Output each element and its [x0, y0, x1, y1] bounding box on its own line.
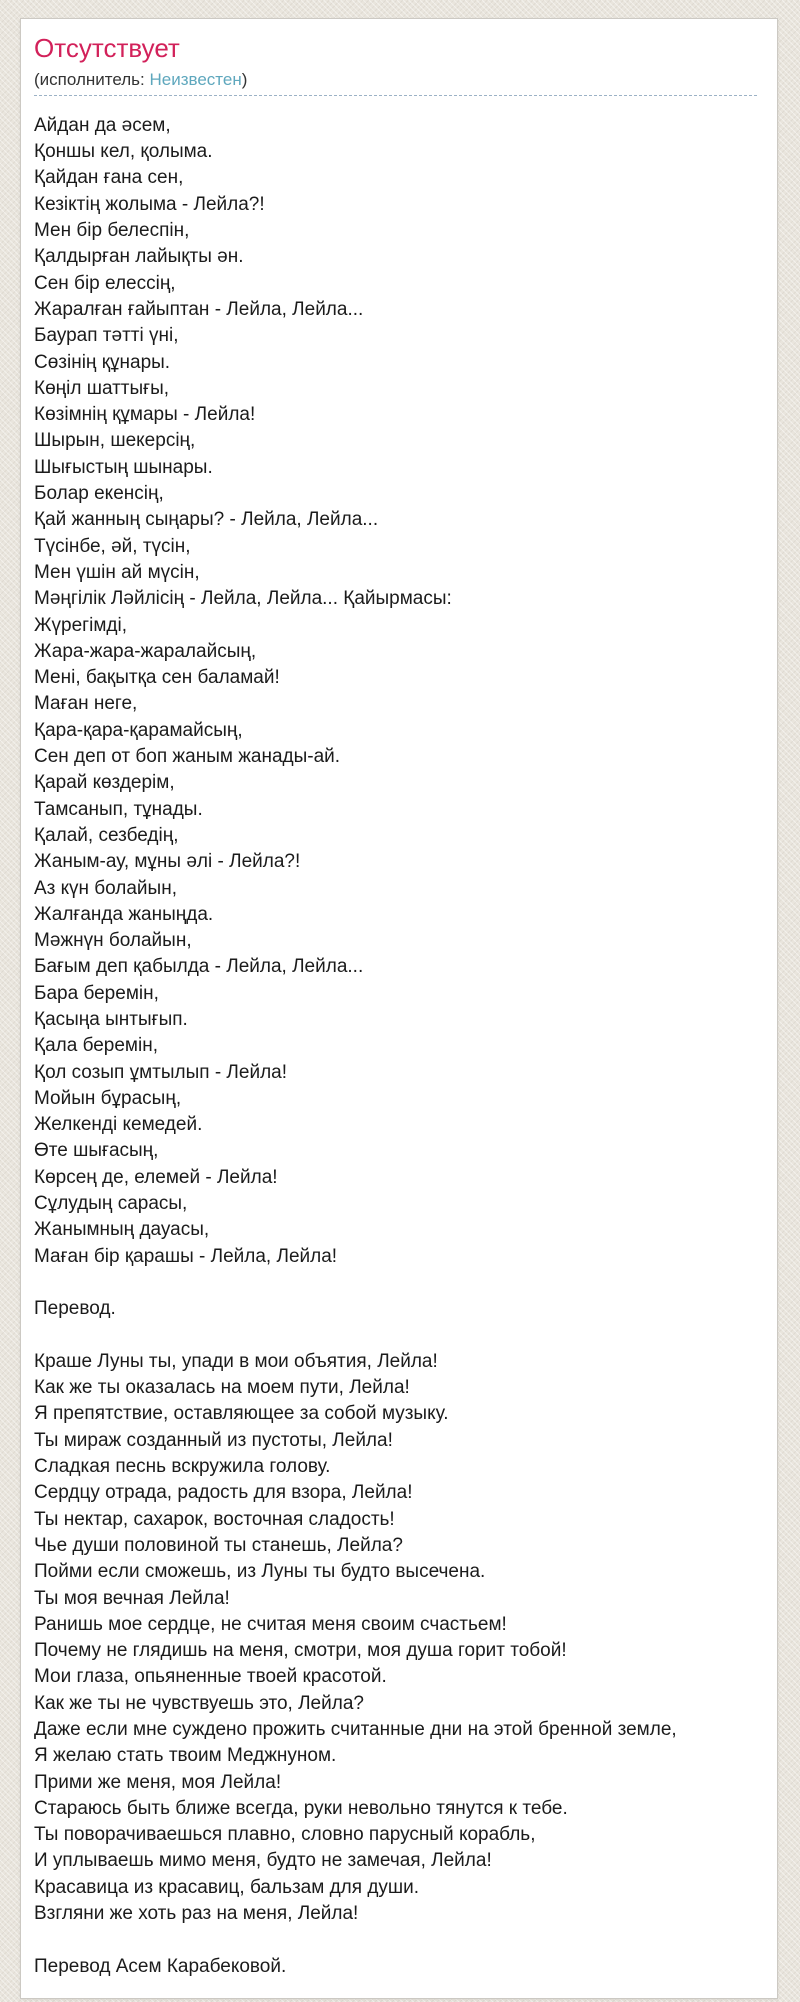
lyrics-line: Қарай көздерім, [34, 772, 175, 794]
lyrics-line: Шырын, шекерсің, [34, 430, 196, 452]
lyrics-line: Мен бір белеспін, [34, 220, 190, 242]
translation-credit: Перевод Асем Карабековой. [34, 1955, 287, 1977]
translation-line: Сердцу отрада, радость для взора, Лейла! [34, 1482, 413, 1504]
lyrics-line: Мені, бақытқа сен баламай! [34, 667, 280, 689]
translation-line: Ты моя вечная Лейла! [34, 1587, 230, 1609]
lyrics-line: Баурап тәтті үні, [34, 325, 179, 347]
translation-line: Стараюсь быть ближе всегда, руки невольно тянутся к тебе. [34, 1797, 568, 1819]
lyrics-card [20, 18, 778, 1999]
lyrics-line: Айдан да әсем, [34, 114, 171, 136]
lyrics-line: Сөзінің құнары. [34, 351, 171, 373]
lyrics-line: Қара-қара-қарамайсың, [34, 719, 243, 741]
translation-line: Как же ты оказалась на моем пути, Лейла! [34, 1377, 410, 1399]
lyrics-line: Қасыңа ынтығып. [34, 1008, 188, 1030]
song-title: Отсутствует [34, 33, 180, 63]
translation-line: Чье души половиной ты станешь, Лейла? [34, 1534, 403, 1556]
lyrics-line: Көңіл шаттығы, [34, 377, 170, 399]
lyrics-line: Қала беремін, [34, 1035, 158, 1057]
lyrics-line: Жаралған ғайыптан - Лейла, Лейла... [34, 298, 364, 320]
translation-line: Ранишь мое сердце, не считая меня своим счастьем! [34, 1613, 507, 1635]
translation-line: Я желаю стать твоим Меджнуном. [34, 1745, 337, 1767]
artist-label-suffix: ) [241, 69, 248, 89]
translation-line: Краше Луны ты, упади в мои объятия, Лейла! [34, 1350, 438, 1372]
lyrics-line: Шығыстың шынары. [34, 456, 213, 478]
translation-heading: Перевод. [34, 1298, 116, 1320]
lyrics-line: Жүрегімді, [34, 614, 127, 636]
lyrics-line: Сен деп от боп жаным жанады-ай. [34, 746, 341, 768]
lyrics-line: Қалай, сезбедің, [34, 824, 179, 846]
lyrics-text [34, 113, 757, 1980]
translation-line: Мои глаза, опьяненные твоей красотой. [34, 1666, 387, 1688]
russian-translation-block [34, 1349, 757, 1928]
lyrics-line: Қайдан ғана сен, [34, 167, 184, 189]
translation-line: Взгляни же хоть раз на меня, Лейла! [34, 1903, 359, 1925]
lyrics-line: Қалдырған лайықты ән. [34, 246, 244, 268]
lyrics-line: Бағым деп қабылда - Лейла, Лейла... [34, 956, 364, 978]
lyrics-line: Жанымның дауасы, [34, 1219, 210, 1241]
lyrics-line: Мәңгілік Ләйлісің - Лейла, Лейла... Қайырмасы: [34, 588, 452, 610]
lyrics-line: Мәжнүн болайын, [34, 930, 192, 952]
translation-line: Красавица из красавиц, бальзам для души. [34, 1876, 420, 1898]
translation-line: Ты поворачиваешься плавно, словно парусный корабль, [34, 1824, 536, 1846]
kazakh-lyrics-block [34, 113, 757, 1270]
lyrics-line: Жаным-ау, мұны әлі - Лейла?! [34, 851, 301, 873]
translation-line: Как же ты не чувствуешь это, Лейла? [34, 1692, 364, 1714]
translation-line: И уплываешь мимо меня, будто не замечая, Лейла! [34, 1850, 492, 1872]
lyrics-line: Түсінбе, әй, түсін, [34, 535, 191, 557]
lyrics-line: Маған неге, [34, 693, 138, 715]
translation-line: Пойми если сможешь, из Луны ты будто высечена. [34, 1561, 486, 1583]
lyrics-line: Тамсанып, тұнады. [34, 798, 203, 820]
lyrics-line: Қоншы кел, қолыма. [34, 141, 213, 163]
translation-line: Почему не глядишь на меня, смотри, моя душа горит тобой! [34, 1640, 567, 1662]
lyrics-line: Мен үшін ай мүсін, [34, 561, 200, 583]
lyrics-line: Кезіктің жолыма - Лейла?! [34, 193, 265, 215]
translation-line: Даже если мне суждено прожить считанные дни на этой бренной земле, [34, 1719, 677, 1740]
lyrics-line: Өте шығасың, [34, 1140, 159, 1162]
lyrics-line: Жара-жара-жаралайсың, [34, 640, 257, 662]
lyrics-line: Қол созып ұмтылып - Лейла! [34, 1061, 288, 1083]
artist-line [34, 70, 757, 96]
translation-line: Сладкая песнь вскружила голову. [34, 1456, 331, 1478]
lyrics-line: Көрсең де, елемей - Лейла! [34, 1166, 278, 1188]
lyrics-line: Бара беремін, [34, 982, 159, 1004]
artist-link[interactable]: Неизвестен [149, 69, 242, 89]
translation-line: Я препятствие, оставляющее за собой музыку. [34, 1403, 449, 1425]
lyrics-line: Көзімнің құмары - Лейла! [34, 404, 256, 426]
lyrics-line: Қай жанның сыңары? - Лейла, Лейла... [34, 509, 379, 531]
translation-line: Ты мираж созданный из пустоты, Лейла! [34, 1429, 393, 1451]
lyrics-line: Желкенді кемедей. [34, 1114, 203, 1136]
lyrics-line: Сұлудың сарасы, [34, 1193, 188, 1215]
lyrics-line: Жалғанда жаныңда. [34, 903, 214, 925]
artist-label: (исполнитель: [34, 69, 150, 89]
lyrics-line: Сен бір елессің, [34, 272, 176, 294]
lyrics-line: Маған бір қарашы - Лейла, Лейла! [34, 1245, 338, 1267]
translation-line: Прими же меня, моя Лейла! [34, 1771, 282, 1793]
translation-line: Ты нектар, сахарок, восточная сладость! [34, 1508, 395, 1530]
lyrics-line: Мойын бұрасың, [34, 1087, 182, 1109]
lyrics-line: Аз күн болайын, [34, 877, 177, 899]
lyrics-line: Болар екенсің, [34, 483, 164, 505]
